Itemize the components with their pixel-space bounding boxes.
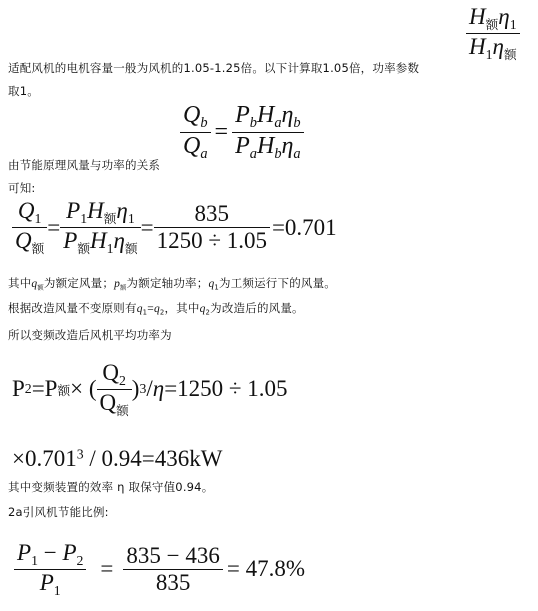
note-constant-flow: 根据改造风量不变原则有$q_1=q_2$，其中$q_2$为改造后的风量。 <box>8 301 304 317</box>
paragraph-average-power: 所以变频改造后风机平均功率为 <box>8 328 172 342</box>
equation-flow-power-relation: $\frac{Q_b}{Q_a}$ = $\frac{P_bH_a\eta_b}{P_aH_b\eta_a}$ <box>180 102 304 163</box>
note-rated-values: 其中$q_额$为额定风量；$p_额$为额定轴功率；$q_1$为工频运行下的风量。 <box>8 276 336 292</box>
paragraph-efficiency-note: 其中变频装置的效率 η 取保守值0.94。 <box>8 480 214 494</box>
equation-saving-ratio: $\frac{P_1 - P_2}{P_1}$ = $\frac{835 - 436}{835}$ = 47.8% <box>14 540 305 599</box>
paragraph-motor-capacity-cont: 取1。 <box>8 84 39 98</box>
paragraph-saving-ratio: 2a引风机节能比例: <box>8 505 109 519</box>
paragraph-energy-principle: 由节能原理风量与功率的关系 <box>8 158 161 172</box>
paragraph-known: 可知: <box>8 181 36 195</box>
equation-result-power: $\times 0.701^3 / 0.94=436kW$ <box>12 446 223 471</box>
equation-average-power: P 2 =P 额 × ( $\frac{Q_2}{Q_额}$ ) 3 / η =1250 ÷ 1.05 <box>12 360 288 418</box>
top-efficiency-ratio: $\frac{H_额\eta_1}{H_1\eta_额}$ <box>466 4 520 63</box>
equation-flow-ratio: $\frac{Q_1}{Q_额}$ = $\frac{P_1H_额\eta_1}{P_额H_1\eta_额}$ = $\frac{835}{1250 \div 1.05}$ =0.701 <box>12 198 337 257</box>
paragraph-motor-capacity: 适配风机的电机容量一般为风机的1.05-1.25倍。以下计算取1.05倍，功率参数 <box>8 61 420 75</box>
